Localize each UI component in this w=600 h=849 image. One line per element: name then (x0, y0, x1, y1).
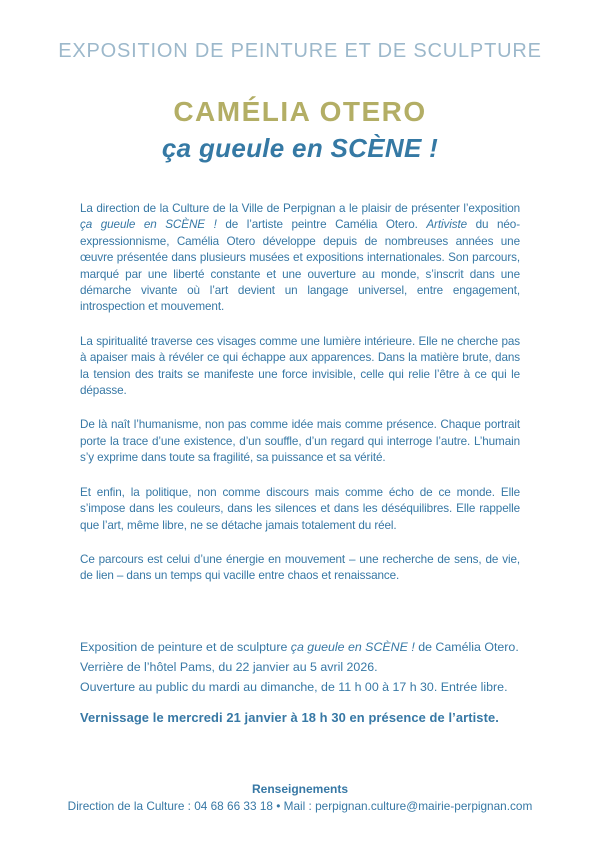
paragraph (80, 657, 520, 677)
italic-emphasis: ça gueule en SCÈNE ! (80, 218, 217, 232)
footer (0, 782, 600, 813)
text-segment: La spiritualité traverse ces visages comme une lumière intérieure. Elle ne cherche pas à apaiser mais à révéler ce qui échappe aux apparences. Dans la matière brute, dans la tension des traits se manifeste une force invisible, celle qui relie l’être à ce qui le dépasse. (80, 334, 520, 398)
italic-emphasis: Artiviste (426, 218, 468, 232)
text-segment: Verrière de l’hôtel Pams, du 22 janvier au 5 avril 2026. (80, 659, 378, 674)
practical-info (80, 637, 520, 697)
text-segment: Ouverture au public du mardi au dimanche, de 11 h 00 à 17 h 30. Entrée libre. (80, 679, 508, 694)
paragraph (80, 201, 520, 316)
footer-contact-line: Direction de la Culture : 04 68 66 33 18 • Mail : perpignan.culture@mairie-perpignan.com (67, 799, 533, 813)
paragraph (80, 417, 520, 466)
footer-heading: Renseignements (251, 782, 349, 796)
paragraph (80, 677, 520, 697)
text-segment: de l’artiste peintre Camélia Otero. (216, 218, 427, 232)
artist-name: CAMÉLIA OTERO (173, 96, 427, 127)
text-segment: Ce parcours est celui d’une énergie en mouvement – une recherche de sens, de vie, de lien – dans un temps qui vacille entre chaos et renaissance. (80, 552, 520, 583)
text-segment: La direction de la Culture de la Ville de Perpignan a le plaisir de présenter l’exposition (80, 202, 520, 215)
text-segment: Et enfin, la politique, non comme discours mais comme écho de ce monde. Elle s’impose dans les couleurs, dans les silences et dans les déséquilibres. Elle rappelle que l’art, même libre, ne se détache jamais totalement du réel. (80, 485, 520, 532)
paragraph (80, 334, 520, 400)
text-segment: de Camélia Otero. (414, 639, 519, 654)
exhibition-category-title: EXPOSITION DE PEINTURE ET DE SCULPTURE (58, 40, 542, 62)
paragraph (80, 637, 520, 657)
italic-emphasis: ça gueule en SCÈNE ! (290, 639, 415, 654)
exhibition-title: ça gueule en SCÈNE ! (161, 133, 439, 163)
body-paragraphs (80, 201, 520, 585)
text-segment: du néo-expressionnisme, Camélia Otero développe depuis de nombreuses années une œuvre présentée dans plusieurs musées et expositions internationales. Son parcours, marqué par une liberté constante et une ouverture au monde, s’inscrit dans une démarche vivante où l’art devient un langage universel, entre engagement, introspection et mouvement. (80, 218, 521, 314)
text-segment: Exposition de peinture et de sculpture (80, 639, 291, 654)
paragraph (80, 485, 520, 534)
text-segment: De là naît l’humanisme, non pas comme idée mais comme présence. Chaque portrait porte la trace d’une existence, d’un souffle, d’un regard qui interroge l’autre. L’humain s’y exprime dans toute sa fragilité, sa puissance et sa vérité. (80, 418, 520, 465)
vernissage-announcement: Vernissage le mercredi 21 janvier à 18 h 30 en présence de l’artiste. (80, 709, 499, 725)
paragraph (80, 552, 520, 585)
